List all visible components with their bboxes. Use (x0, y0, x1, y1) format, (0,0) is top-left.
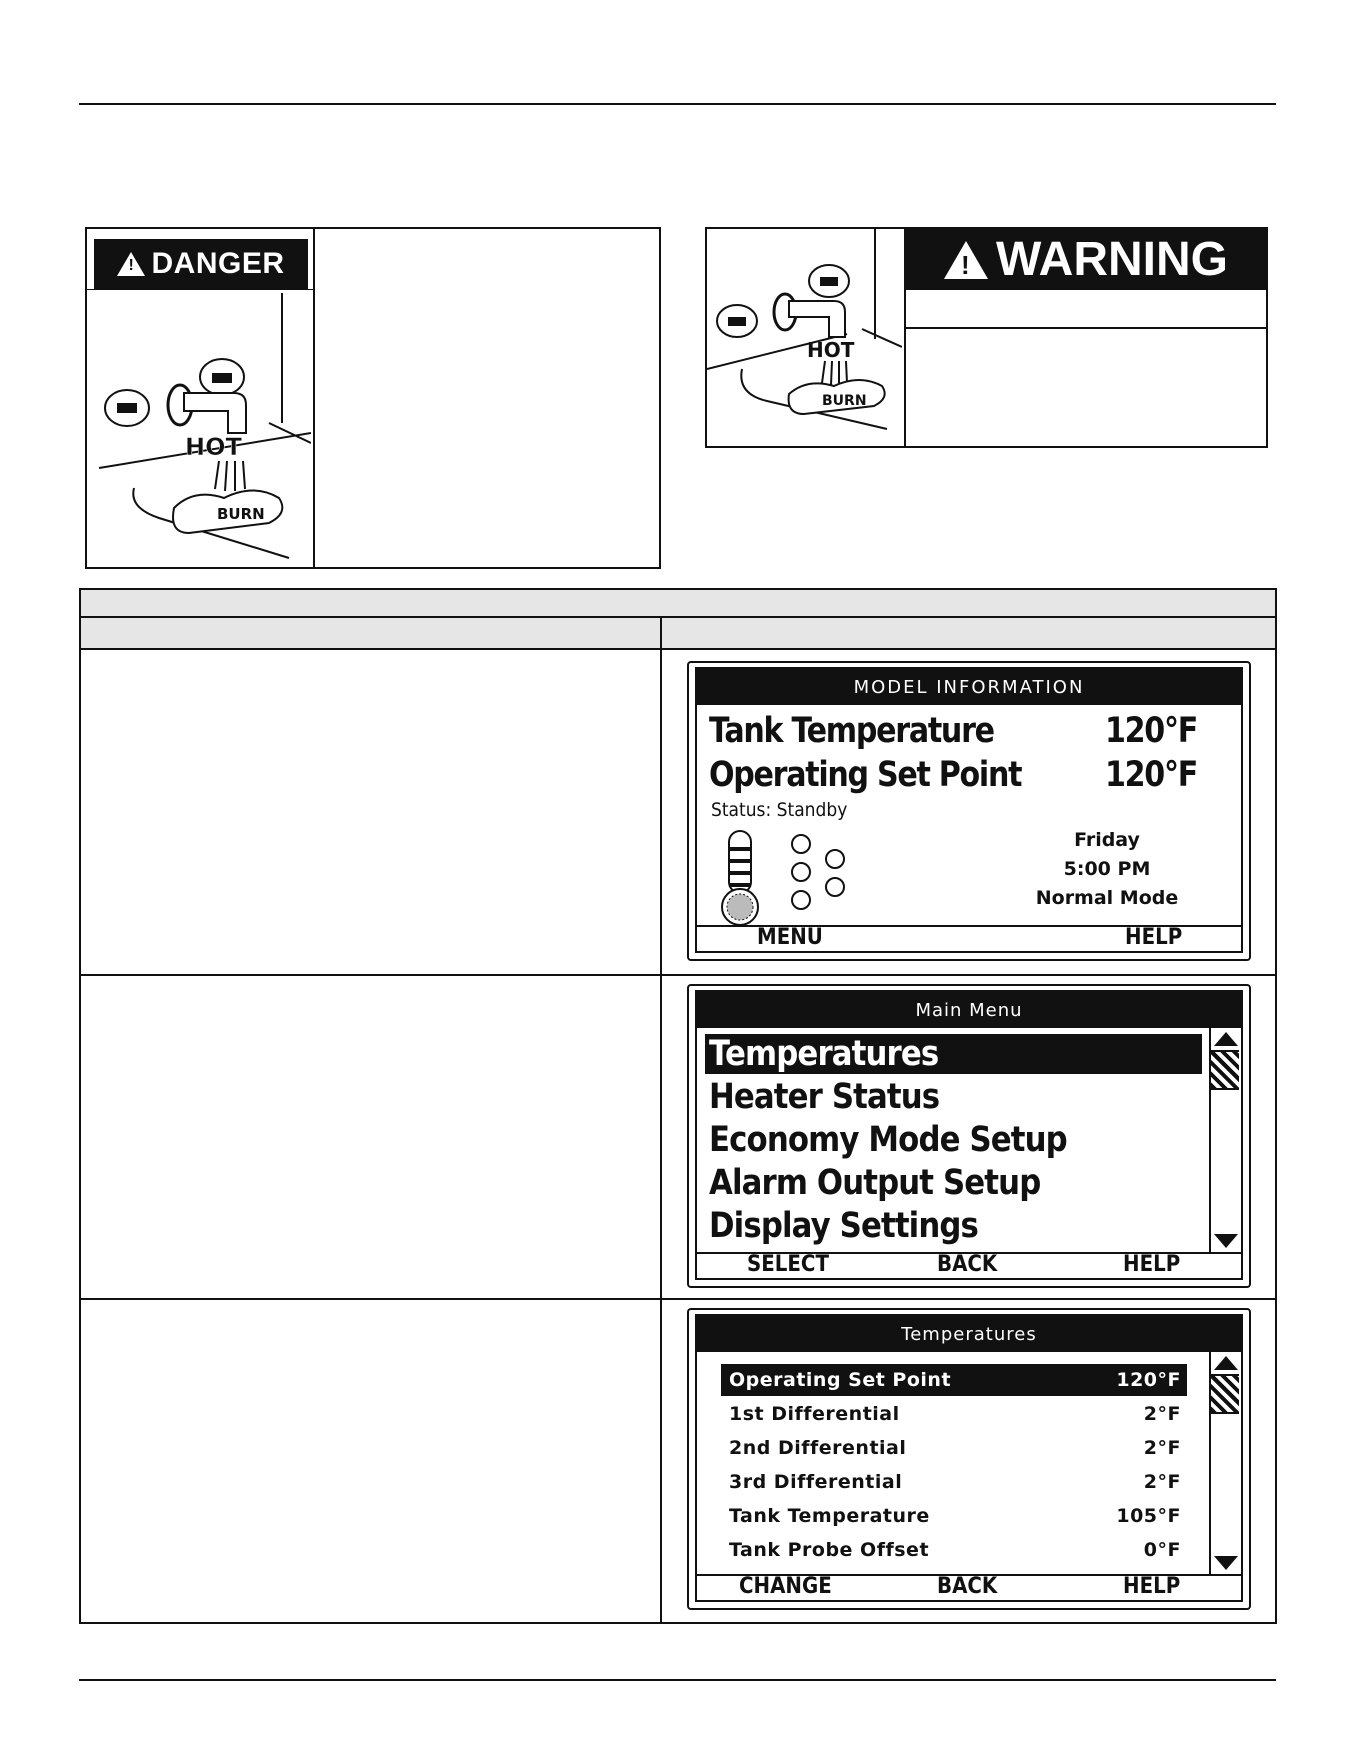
help-soft-key[interactable]: HELP (1123, 1252, 1181, 1277)
svg-text:HOT: HOT (807, 338, 855, 362)
danger-divider (313, 229, 315, 567)
temperature-row[interactable]: Tank Probe Offset 0°F (729, 1539, 1181, 1561)
row-divider (81, 974, 1275, 976)
menu-item-economy-mode-setup[interactable]: Economy Mode Setup (709, 1120, 1067, 1160)
menu-item-display-settings[interactable]: Display Settings (709, 1206, 979, 1246)
screen-title: MODEL INFORMATION (697, 669, 1241, 705)
menu-item-heater-status[interactable]: Heater Status (709, 1077, 940, 1117)
soft-key-bar (697, 1574, 1241, 1600)
warning-heading: ! WARNING (906, 229, 1266, 290)
indicator-light (791, 890, 811, 910)
menu-soft-key[interactable]: MENU (757, 925, 823, 950)
display-screen-model-information (687, 661, 1251, 961)
scrollbar[interactable] (1209, 1028, 1241, 1252)
table-header-band (81, 618, 1275, 650)
screen-title: Temperatures (697, 1316, 1241, 1352)
soft-key-bar (697, 925, 1241, 951)
scroll-down-arrow-icon[interactable] (1214, 1556, 1238, 1570)
screen-title: Main Menu (697, 992, 1241, 1028)
procedure-table (79, 588, 1277, 1624)
danger-subrule (87, 289, 313, 290)
warning-label (705, 227, 1268, 448)
operating-set-point-value: 120°F (1105, 755, 1197, 795)
alert-triangle-icon (117, 252, 145, 276)
warning-divider (904, 229, 906, 446)
header-rule (79, 103, 1276, 105)
time-text: 5:00 PM (1063, 858, 1151, 880)
scroll-thumb[interactable] (1211, 1374, 1239, 1414)
danger-heading: ! DANGER (94, 239, 308, 289)
svg-text:BURN: BURN (822, 393, 867, 409)
column-divider (660, 618, 662, 1624)
display-screen-main-menu (687, 984, 1251, 1288)
svg-text:HOT: HOT (185, 433, 242, 461)
warning-subrule (906, 327, 1266, 329)
soft-key-bar (697, 1252, 1241, 1278)
thermometer-icon (717, 829, 761, 927)
row-divider (81, 1298, 1275, 1300)
back-soft-key[interactable]: BACK (937, 1252, 998, 1277)
change-soft-key[interactable]: CHANGE (739, 1574, 832, 1599)
footer-rule (79, 1679, 1276, 1681)
alert-triangle-icon (944, 241, 988, 279)
day-text: Friday (1074, 829, 1140, 851)
select-soft-key[interactable]: SELECT (747, 1252, 829, 1277)
back-soft-key[interactable]: BACK (937, 1574, 998, 1599)
menu-item-temperatures[interactable]: Temperatures (705, 1034, 1202, 1074)
display-screen-temperatures (687, 1308, 1251, 1610)
indicator-light (791, 834, 811, 854)
help-soft-key[interactable]: HELP (1123, 1574, 1181, 1599)
hot-water-burn-icon (707, 229, 902, 444)
tank-temperature-value: 120°F (1105, 711, 1197, 751)
svg-text:BURN: BURN (217, 505, 265, 523)
scroll-down-arrow-icon[interactable] (1214, 1234, 1238, 1248)
scroll-up-arrow-icon[interactable] (1214, 1356, 1238, 1370)
tank-temperature-label: Tank Temperature (709, 711, 994, 751)
danger-label (85, 227, 661, 569)
indicator-light (825, 877, 845, 897)
temperature-row[interactable]: 1st Differential 2°F (729, 1403, 1181, 1425)
temperature-row[interactable]: 3rd Differential 2°F (729, 1471, 1181, 1493)
operating-set-point-label: Operating Set Point (709, 755, 1022, 795)
menu-item-alarm-output-setup[interactable]: Alarm Output Setup (709, 1163, 1041, 1203)
indicator-light (791, 862, 811, 882)
scroll-thumb[interactable] (1211, 1050, 1239, 1090)
scrollbar[interactable] (1209, 1352, 1241, 1574)
temperature-row[interactable]: 2nd Differential 2°F (729, 1437, 1181, 1459)
hot-water-burn-icon (89, 293, 311, 563)
mode-text: Normal Mode (1035, 887, 1179, 909)
temperature-row[interactable]: Tank Temperature 105°F (729, 1505, 1181, 1527)
help-soft-key[interactable]: HELP (1125, 925, 1183, 950)
indicator-light (825, 849, 845, 869)
status-text: Status: Standby (711, 799, 848, 821)
table-title-band (81, 590, 1275, 618)
temperature-row[interactable]: Operating Set Point 120°F (721, 1364, 1187, 1396)
scroll-up-arrow-icon[interactable] (1214, 1032, 1238, 1046)
